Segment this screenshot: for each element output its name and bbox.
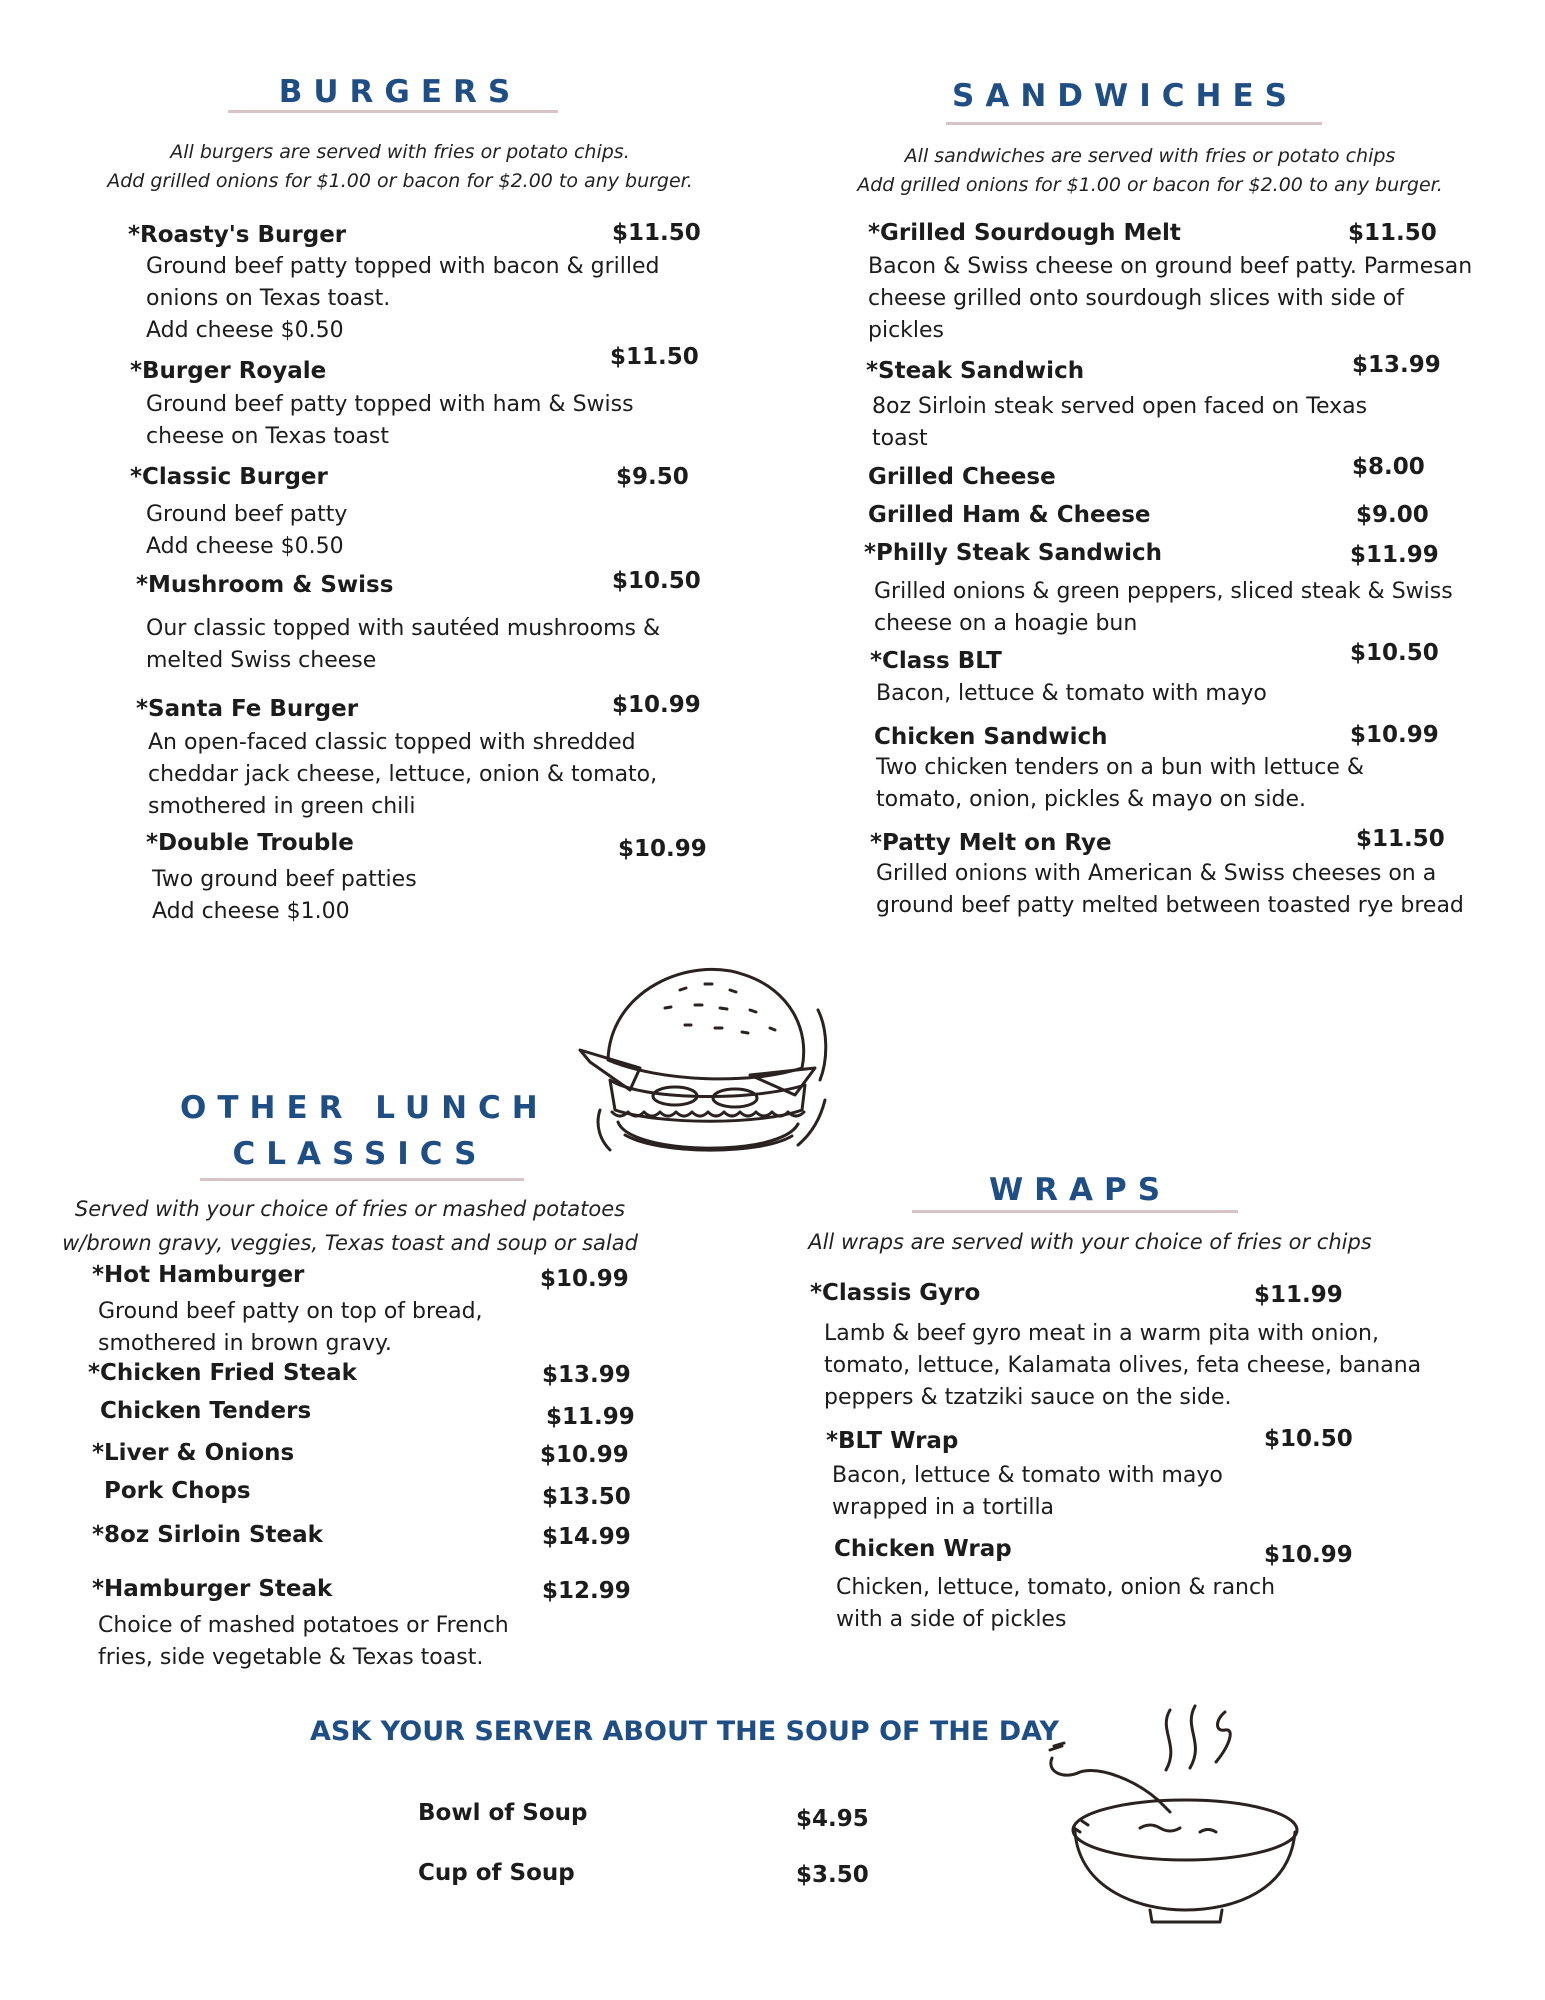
burger-illustration-icon bbox=[570, 950, 840, 1170]
menu-item-price: $10.99 bbox=[1264, 1542, 1353, 1568]
soup-item-name: Bowl of Soup bbox=[418, 1800, 588, 1826]
menu-item-description: 8oz Sirloin steak served open faced on Texas toast bbox=[872, 394, 1368, 451]
menu-item-price: $10.99 bbox=[540, 1266, 629, 1292]
menu-item-name: Chicken Wrap bbox=[834, 1536, 1012, 1562]
menu-item-description: Lamb & beef gyro meat in a warm pita with onion, tomato, lettuce, Kalamata olives, feta cheese, banana peppers & tzatziki sauce on the side. bbox=[824, 1321, 1422, 1410]
menu-item-name: *Grilled Sourdough Melt bbox=[868, 220, 1181, 246]
menu-item-price: $10.99 bbox=[540, 1442, 629, 1468]
menu-item-description: Bacon & Swiss cheese on ground beef patty. Parmesan cheese grilled onto sourdough slices with side of pickles bbox=[868, 254, 1473, 343]
menu-item-price: $9.50 bbox=[616, 464, 689, 490]
menu-item-description: Two chicken tenders on a bun with lettuce & tomato, onion, pickles & mayo on side. bbox=[876, 755, 1365, 812]
menu-item-name: *Roasty's Burger bbox=[128, 222, 347, 248]
sandwiches-heading: SANDWICHES bbox=[952, 78, 1298, 114]
menu-item-name: *Chicken Fried Steak bbox=[88, 1360, 357, 1386]
menu-item-price: $13.99 bbox=[542, 1362, 631, 1388]
menu-item-name: Grilled Cheese bbox=[868, 464, 1056, 490]
menu-item-name: *Liver & Onions bbox=[92, 1440, 295, 1466]
menu-item-description: Ground beef patty Add cheese $0.50 bbox=[146, 502, 348, 559]
wraps-heading: WRAPS bbox=[988, 1172, 1172, 1208]
menu-item-description: Bacon, lettuce & tomato with mayo wrapped in a tortilla bbox=[832, 1463, 1223, 1520]
menu-item-description: Two ground beef patties Add cheese $1.00 bbox=[152, 867, 417, 924]
other-lunch-note: Served with your choice of fries or mashed potatoes w/brown gravy, veggies, Texas toast and soup or salad bbox=[62, 1197, 638, 1255]
menu-item-price: $11.50 bbox=[1348, 220, 1437, 246]
menu-item-name: *Burger Royale bbox=[130, 358, 327, 384]
soup-item-price: $4.95 bbox=[796, 1806, 869, 1832]
menu-item-name: *Santa Fe Burger bbox=[136, 696, 359, 722]
menu-item-name: *BLT Wrap bbox=[826, 1428, 959, 1454]
menu-item-name: Chicken Sandwich bbox=[874, 724, 1108, 750]
menu-item-price: $8.00 bbox=[1352, 454, 1425, 480]
menu-item-name: *Steak Sandwich bbox=[866, 358, 1085, 384]
menu-item-name: *8oz Sirloin Steak bbox=[92, 1522, 323, 1548]
menu-item-price: $11.99 bbox=[546, 1404, 635, 1430]
soup-of-the-day-banner: ASK YOUR SERVER ABOUT THE SOUP OF THE DAY bbox=[310, 1716, 1059, 1747]
burgers-heading: BURGERS bbox=[278, 74, 522, 110]
menu-item-description: Grilled onions & green peppers, sliced steak & Swiss cheese on a hoagie bun bbox=[874, 579, 1453, 636]
menu-item-price: $10.99 bbox=[612, 692, 701, 718]
menu-item-description: An open-faced classic topped with shredded cheddar jack cheese, lettuce, onion & tomato, smothered in green chili bbox=[148, 730, 658, 819]
wraps-heading-rule bbox=[912, 1210, 1238, 1213]
menu-item-name: *Patty Melt on Rye bbox=[870, 830, 1112, 856]
menu-item-name: *Mushroom & Swiss bbox=[136, 572, 394, 598]
menu-item-price: $9.00 bbox=[1356, 502, 1429, 528]
sandwiches-heading-rule bbox=[946, 122, 1322, 125]
menu-item-name: *Philly Steak Sandwich bbox=[864, 540, 1162, 566]
menu-item-price: $14.99 bbox=[542, 1524, 631, 1550]
menu-item-price: $13.50 bbox=[542, 1484, 631, 1510]
menu-item-price: $13.99 bbox=[1352, 352, 1441, 378]
other-lunch-heading-line1: OTHER LUNCH bbox=[180, 1090, 549, 1126]
menu-item-price: $10.50 bbox=[1264, 1426, 1353, 1452]
menu-item-name: *Classis Gyro bbox=[810, 1280, 981, 1306]
burgers-heading-rule bbox=[228, 110, 558, 113]
menu-item-name: Chicken Tenders bbox=[100, 1398, 312, 1424]
soup-item-price: $3.50 bbox=[796, 1862, 869, 1888]
menu-item-price: $11.50 bbox=[612, 220, 701, 246]
other-lunch-heading-rule bbox=[200, 1178, 524, 1181]
menu-item-price: $10.50 bbox=[1350, 640, 1439, 666]
sandwiches-note: All sandwiches are served with fries or potato chips Add grilled onions for $1.00 or bacon for $2.00 to any burger. bbox=[857, 145, 1443, 196]
menu-item-price: $10.50 bbox=[612, 568, 701, 594]
menu-item-description: Grilled onions with American & Swiss cheeses on a ground beef patty melted between toasted rye bread bbox=[876, 861, 1464, 918]
soup-item-name: Cup of Soup bbox=[418, 1860, 575, 1886]
menu-item-description: Ground beef patty on top of bread, smothered in brown gravy. bbox=[98, 1299, 483, 1356]
menu-item-price: $11.99 bbox=[1254, 1282, 1343, 1308]
wraps-note: All wraps are served with your choice of fries or chips bbox=[808, 1230, 1372, 1254]
menu-item-price: $11.50 bbox=[610, 344, 699, 370]
menu-item-price: $12.99 bbox=[542, 1578, 631, 1604]
burgers-note: All burgers are served with fries or potato chips. Add grilled onions for $1.00 or bacon for $2.00 to any burger. bbox=[107, 141, 693, 192]
other-lunch-heading-line2: CLASSICS bbox=[232, 1136, 488, 1172]
menu-item-price: $10.99 bbox=[1350, 722, 1439, 748]
menu-item-price: $11.50 bbox=[1356, 826, 1445, 852]
menu-item-description: Ground beef patty topped with ham & Swiss cheese on Texas toast bbox=[146, 392, 634, 449]
menu-item-name: *Hot Hamburger bbox=[92, 1262, 305, 1288]
menu-item-price: $10.99 bbox=[618, 836, 707, 862]
menu-item-name: Grilled Ham & Cheese bbox=[868, 502, 1151, 528]
menu-item-description: Choice of mashed potatoes or French fries, side vegetable & Texas toast. bbox=[98, 1613, 509, 1670]
menu-item-name: *Class BLT bbox=[870, 648, 1002, 674]
menu-item-name: Pork Chops bbox=[104, 1478, 251, 1504]
menu-item-description: Our classic topped with sautéed mushrooms & melted Swiss cheese bbox=[146, 616, 661, 673]
menu-item-description: Ground beef patty topped with bacon & grilled onions on Texas toast. Add cheese $0.50 bbox=[146, 254, 660, 343]
soup-bowl-illustration-icon bbox=[1040, 1700, 1300, 1930]
menu-item-name: *Double Trouble bbox=[146, 830, 354, 856]
menu-item-price: $11.99 bbox=[1350, 542, 1439, 568]
menu-item-name: *Classic Burger bbox=[130, 464, 328, 490]
menu-item-description: Bacon, lettuce & tomato with mayo bbox=[876, 681, 1267, 706]
menu-item-name: *Hamburger Steak bbox=[92, 1576, 333, 1602]
menu-item-description: Chicken, lettuce, tomato, onion & ranch with a side of pickles bbox=[836, 1575, 1276, 1632]
